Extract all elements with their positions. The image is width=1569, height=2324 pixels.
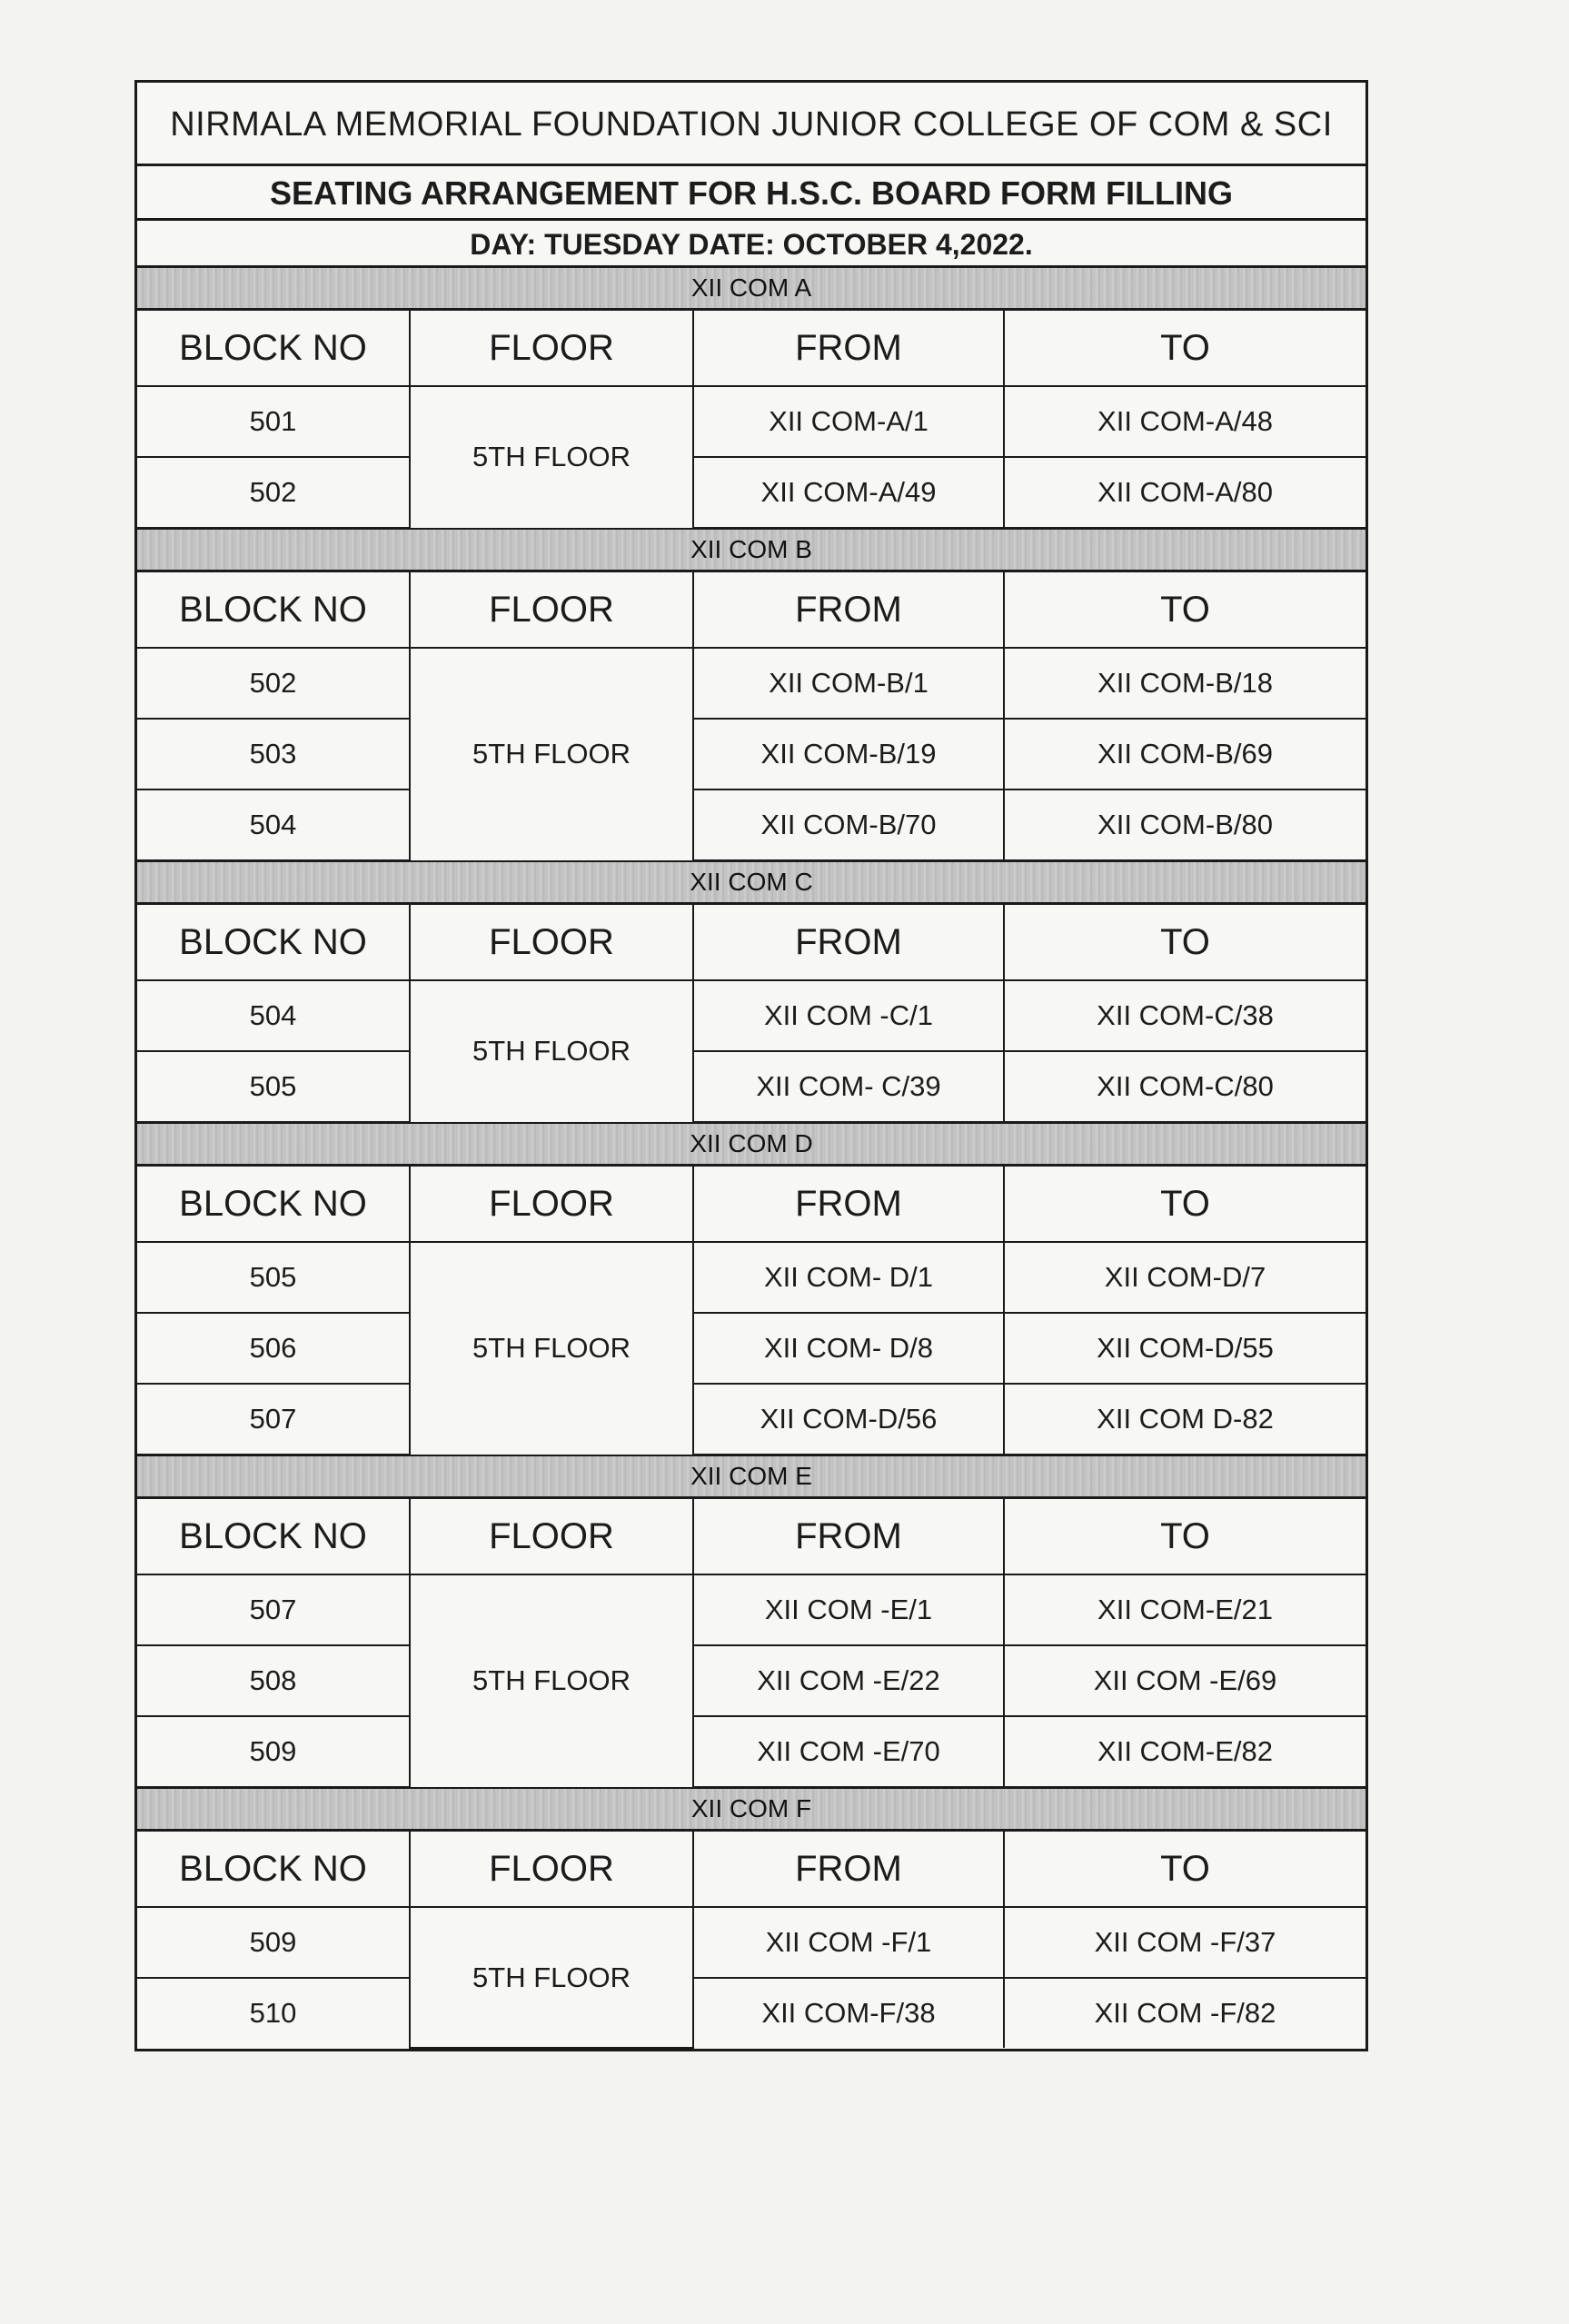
table-row [137,386,1365,457]
table-row [137,1907,1365,1978]
floor-header: FLOOR [410,1499,693,1574]
table-row [137,1574,1365,1645]
from-roll-cell: XII COM -F/1 [693,1907,1004,1978]
block-no-cell: 504 [137,790,410,861]
to-roll-cell: XII COM D-82 [1004,1384,1365,1455]
floor-cell: 5TH FLOOR [410,980,693,1123]
block-no-cell: 504 [137,980,410,1051]
from-header: FROM [693,1832,1004,1907]
to-roll-cell: XII COM-D/7 [1004,1242,1365,1313]
from-header: FROM [693,905,1004,980]
from-roll-cell: XII COM-A/1 [693,386,1004,457]
block-no-cell: 501 [137,386,410,457]
class-section [137,862,1365,1124]
to-roll-cell: XII COM-E/82 [1004,1716,1365,1788]
to-roll-cell: XII COM-C/80 [1004,1051,1365,1123]
block-no-cell: 505 [137,1242,410,1313]
block-no-header: BLOCK NO [137,1167,410,1242]
seating-table [137,572,1365,862]
block-no-cell: 506 [137,1313,410,1384]
block-no-header: BLOCK NO [137,311,410,386]
to-header: TO [1004,1832,1365,1907]
table-row [137,980,1365,1051]
from-header: FROM [693,1499,1004,1574]
from-roll-cell: XII COM -C/1 [693,980,1004,1051]
block-no-cell: 502 [137,457,410,529]
block-no-cell: 503 [137,719,410,790]
table-row [137,719,1365,790]
from-roll-cell: XII COM-D/56 [693,1384,1004,1455]
block-no-cell: 509 [137,1716,410,1788]
table-row [137,1051,1365,1123]
seating-table [137,1167,1365,1456]
seating-table [137,905,1365,1124]
table-header-row [137,1167,1365,1242]
to-header: TO [1004,1499,1365,1574]
to-roll-cell: XII COM -F/82 [1004,1978,1365,2048]
from-roll-cell: XII COM- D/8 [693,1313,1004,1384]
from-header: FROM [693,572,1004,648]
seating-table [137,1832,1365,2049]
block-no-cell: 507 [137,1574,410,1645]
class-section-title: XII COM A [137,268,1365,311]
from-roll-cell: XII COM -E/70 [693,1716,1004,1788]
table-row [137,1384,1365,1455]
table-row [137,1645,1365,1716]
to-roll-cell: XII COM-A/48 [1004,386,1365,457]
table-row [137,648,1365,719]
to-roll-cell: XII COM-D/55 [1004,1313,1365,1384]
class-section-title: XII COM F [137,1789,1365,1832]
to-roll-cell: XII COM -E/69 [1004,1645,1365,1716]
floor-header: FLOOR [410,1167,693,1242]
block-no-cell: 510 [137,1978,410,2048]
table-row [137,1313,1365,1384]
floor-cell: 5TH FLOOR [410,1907,693,2048]
block-no-header: BLOCK NO [137,572,410,648]
sections-container [137,268,1365,2049]
from-header: FROM [693,311,1004,386]
to-header: TO [1004,572,1365,648]
block-no-cell: 507 [137,1384,410,1455]
from-roll-cell: XII COM- D/1 [693,1242,1004,1313]
floor-header: FLOOR [410,1832,693,1907]
date-line: DAY: TUESDAY DATE: OCTOBER 4,2022. [137,221,1365,268]
block-no-header: BLOCK NO [137,1499,410,1574]
class-section [137,268,1365,530]
from-header: FROM [693,1167,1004,1242]
from-roll-cell: XII COM-B/70 [693,790,1004,861]
table-row [137,790,1365,861]
from-roll-cell: XII COM -E/22 [693,1645,1004,1716]
seating-table [137,311,1365,530]
block-no-cell: 502 [137,648,410,719]
class-section-title: XII COM D [137,1124,1365,1167]
table-header-row [137,311,1365,386]
from-roll-cell: XII COM-B/1 [693,648,1004,719]
class-section [137,1124,1365,1456]
block-no-header: BLOCK NO [137,1832,410,1907]
class-section [137,1456,1365,1789]
floor-cell: 5TH FLOOR [410,1574,693,1788]
to-roll-cell: XII COM-B/18 [1004,648,1365,719]
to-roll-cell: XII COM-C/38 [1004,980,1365,1051]
seating-arrangement-sheet [134,80,1368,2051]
to-header: TO [1004,905,1365,980]
to-roll-cell: XII COM-E/21 [1004,1574,1365,1645]
block-no-cell: 508 [137,1645,410,1716]
floor-header: FLOOR [410,311,693,386]
table-row [137,457,1365,529]
table-header-row [137,1832,1365,1907]
table-row [137,1978,1365,2048]
to-roll-cell: XII COM-A/80 [1004,457,1365,529]
table-row [137,1242,1365,1313]
block-no-header: BLOCK NO [137,905,410,980]
from-roll-cell: XII COM-B/19 [693,719,1004,790]
table-header-row [137,1499,1365,1574]
to-roll-cell: XII COM-B/80 [1004,790,1365,861]
block-no-cell: 509 [137,1907,410,1978]
floor-cell: 5TH FLOOR [410,386,693,529]
class-section-title: XII COM C [137,862,1365,905]
from-roll-cell: XII COM- C/39 [693,1051,1004,1123]
from-roll-cell: XII COM-A/49 [693,457,1004,529]
table-row [137,1716,1365,1788]
floor-cell: 5TH FLOOR [410,648,693,861]
to-header: TO [1004,311,1365,386]
block-no-cell: 505 [137,1051,410,1123]
table-header-row [137,905,1365,980]
college-name: NIRMALA MEMORIAL FOUNDATION JUNIOR COLLEGE OF COM & SCI [137,83,1365,166]
floor-cell: 5TH FLOOR [410,1242,693,1455]
to-header: TO [1004,1167,1365,1242]
class-section [137,1789,1365,2049]
floor-header: FLOOR [410,905,693,980]
class-section [137,530,1365,862]
seating-table [137,1499,1365,1789]
table-header-row [137,572,1365,648]
from-roll-cell: XII COM -E/1 [693,1574,1004,1645]
from-roll-cell: XII COM-F/38 [693,1978,1004,2048]
floor-header: FLOOR [410,572,693,648]
class-section-title: XII COM E [137,1456,1365,1499]
to-roll-cell: XII COM -F/37 [1004,1907,1365,1978]
class-section-title: XII COM B [137,530,1365,572]
to-roll-cell: XII COM-B/69 [1004,719,1365,790]
document-title: SEATING ARRANGEMENT FOR H.S.C. BOARD FORM FILLING [137,166,1365,221]
